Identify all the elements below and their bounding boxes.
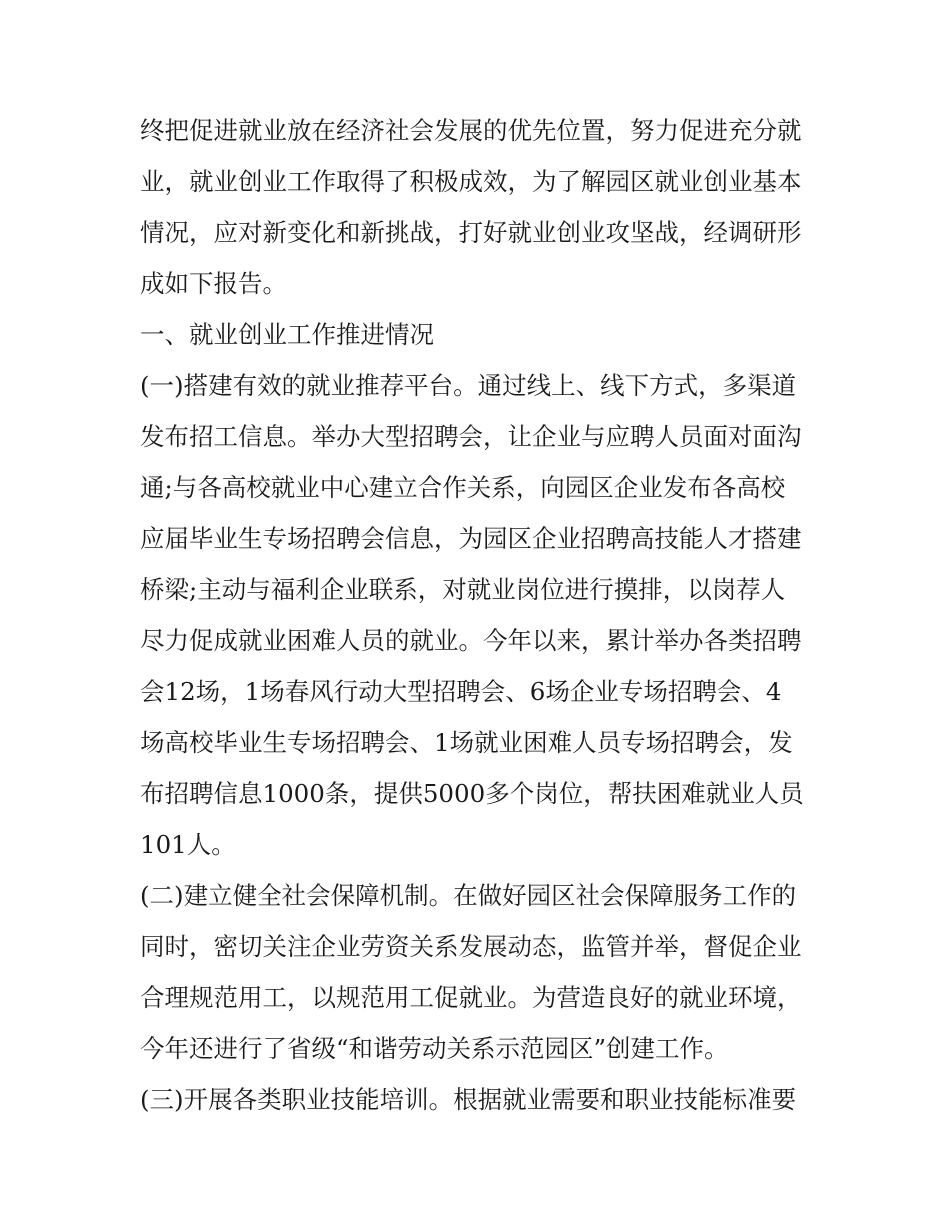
text-line: 会12场，1场春风行动大型招聘会、6场企业专场招聘会、4 [140,677,782,706]
text-line: (三)开展各类职业技能培训。根据就业需要和职业技能标准要 [140,1085,797,1114]
text-line: 通;与各高校就业中心建立合作关系，向园区企业发布各高校 [140,473,786,502]
text-line: 情况，应对新变化和新挑战，打好就业创业攻坚战，经调研形 [140,218,802,247]
text-line: 今年还进行了省级“和谐劳动关系示范园区”创建工作。 [140,1034,729,1063]
text-line: 场高校毕业生专场招聘会、1场就业困难人员专场招聘会，发 [140,728,793,757]
section-heading: 一、就业创业工作推进情况 [140,320,434,349]
text-line: 发布招工信息。举办大型招聘会，让企业与应聘人员面对面沟 [140,422,802,451]
text-line: 应届毕业生专场招聘会信息，为园区企业招聘高技能人才搭建 [140,524,802,553]
text-line: 布招聘信息1000条，提供5000多个岗位，帮扶困难就业人员 [140,779,804,808]
text-line: 合理规范用工，以规范用工促就业。为营造良好的就业环境， [140,983,802,1012]
text-line: 同时，密切关注企业劳资关系发展动态，监管并举，督促企业 [140,932,802,961]
text-line: 业，就业创业工作取得了积极成效，为了解园区就业创业基本 [140,167,802,196]
text-line: 101人。 [140,830,236,859]
text-line: 成如下报告。 [140,269,287,298]
document-body [140,105,812,1125]
text-line: 终把促进就业放在经济社会发展的优先位置，努力促进充分就 [140,116,802,145]
text-line: (一)搭建有效的就业推荐平台。通过线上、线下方式，多渠道 [140,371,797,400]
text-line: (二)建立健全社会保障机制。在做好园区社会保障服务工作的 [140,881,797,910]
text-line: 尽力促成就业困难人员的就业。今年以来，累计举办各类招聘 [140,626,802,655]
text-line: 桥梁;主动与福利企业联系，对就业岗位进行摸排，以岗荐人 [140,575,786,604]
